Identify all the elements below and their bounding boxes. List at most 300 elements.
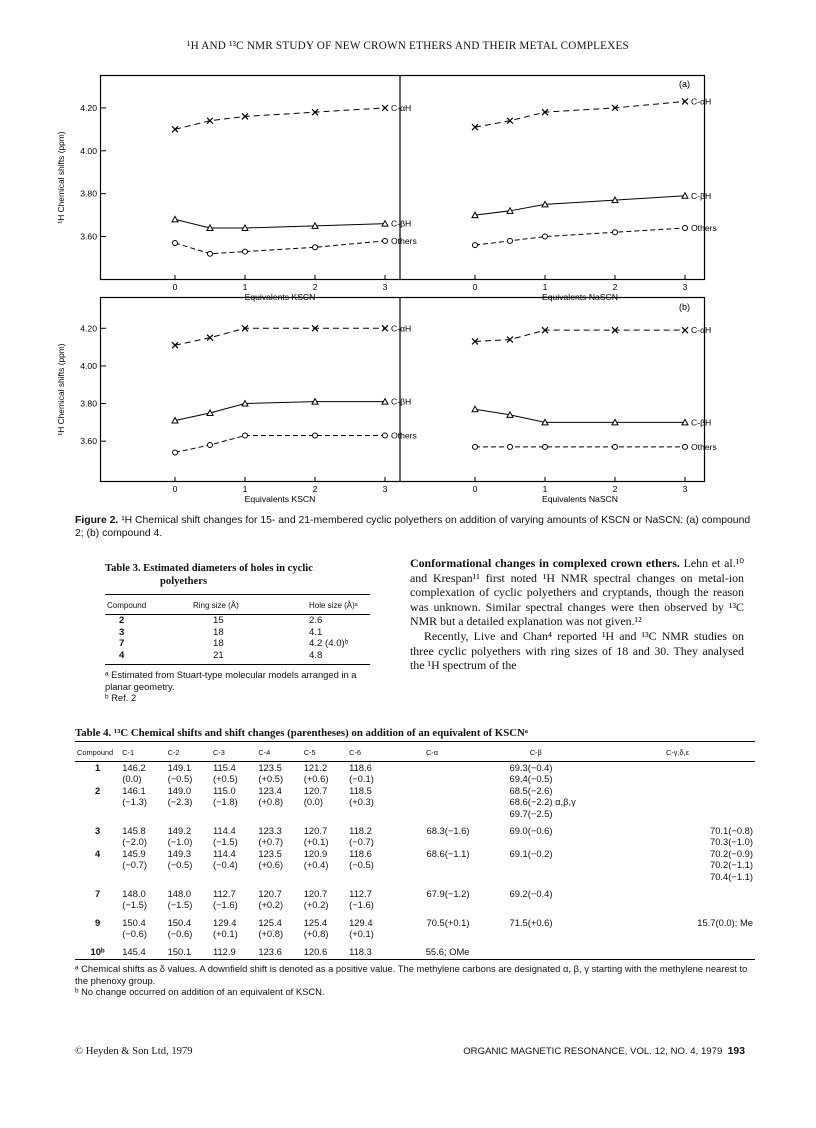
table-cell: (−0.1)	[349, 773, 374, 785]
y-tick-label: 3.80	[80, 398, 97, 409]
table-row	[75, 785, 755, 796]
x-tick-label: 3	[682, 282, 688, 292]
data-point-circle	[383, 433, 388, 438]
table-cell: (−0.7)	[349, 836, 374, 848]
table-cell	[256, 871, 301, 882]
table-cell: 71.5(+0.6)	[509, 916, 553, 928]
y-tick-label: 4.20	[80, 102, 97, 113]
x-axis-label: Equivalents KSCN	[244, 292, 316, 302]
table-4-header: Compound	[75, 742, 120, 762]
table-cell: (0.0)	[122, 773, 142, 785]
table-cell: 121.2	[303, 762, 328, 773]
compound-cell	[75, 773, 120, 784]
table-cell: 68.5(−2.6)	[509, 784, 553, 796]
table-cell: 149.1	[167, 762, 192, 773]
table-cell: 70.5(+0.1)	[426, 916, 470, 928]
table-cell	[472, 859, 600, 870]
table-cell: 69.3(−0.4)	[509, 762, 553, 773]
data-point-circle	[383, 238, 388, 243]
table-3-footnote-b: ᵇ Ref. 2	[105, 692, 137, 703]
series-label: C-βH	[691, 190, 712, 201]
table-cell: 114.4	[212, 825, 236, 837]
table-cell	[120, 808, 165, 819]
table-cell	[347, 808, 392, 819]
table-row	[75, 882, 755, 899]
table-cell: 125.4	[303, 916, 328, 928]
table-cell: 69.1(−0.2)	[509, 847, 553, 859]
table-cell	[472, 871, 600, 882]
table-cell: 68.3(−1.6)	[426, 825, 470, 837]
table-cell: (−0.6)	[122, 928, 147, 940]
table-cell: 70.4(−1.1)	[710, 870, 753, 882]
table-cell: 125.4	[258, 916, 282, 928]
table-cell: 69.7(−2.5)	[509, 807, 553, 819]
data-point-x	[682, 98, 688, 104]
panel-label-a: (a)	[679, 79, 690, 89]
panel-label-b: (b)	[679, 302, 690, 312]
table-row	[75, 859, 755, 870]
table-cell: (−0.7)	[122, 859, 147, 871]
table-cell: 150.1	[166, 940, 211, 960]
table-cell: 69.4(−0.5)	[509, 773, 553, 785]
table-cell: 18	[213, 626, 224, 638]
paragraph-1-text: Lehn et al.¹⁰ and Krespan¹¹ first noted ¹H NMR spectral changes on metal-ion complexation of cyclic polyethers and cryptands, though the reason was unknown. Similar spectral changes were then observed by ¹³C NMR but a detailed explanation was not given.¹²	[410, 556, 744, 629]
table-cell	[392, 808, 471, 819]
x-tick-label: 0	[472, 282, 478, 292]
table-cell: 149.2	[167, 825, 192, 837]
table-cell	[600, 796, 755, 807]
data-point-circle	[243, 433, 248, 438]
body-text	[410, 556, 744, 673]
table-cell	[600, 773, 755, 784]
table-cell: (+0.2)	[303, 899, 329, 911]
table-cell: 67.9(−1.2)	[426, 888, 470, 900]
series-line-2	[175, 436, 385, 453]
table-3-header: Ring size (Å)	[191, 595, 307, 615]
table-cell: 120.6	[302, 940, 347, 960]
table-cell: (+0.4)	[303, 859, 329, 871]
figure-caption-text: ¹H Chemical shift changes for 15- and 21-membered cyclic polyethers on addition of varying amounts of KSCN or NaSCN: (a) compound 2; (b) compound 4.	[75, 515, 751, 539]
table-row	[75, 796, 755, 807]
table-cell: 148.0	[167, 888, 192, 900]
table-cell: 4	[105, 650, 191, 665]
table-3-header: Hole size (Å)ᵃ	[307, 595, 370, 615]
table-cell: (+0.6)	[258, 859, 284, 871]
table-cell: 70.2(−1.1)	[710, 859, 753, 871]
table-cell: 118.6	[349, 847, 372, 859]
table-cell: (−0.5)	[349, 859, 374, 871]
series-label: C-βH	[391, 218, 412, 229]
table-4-header: C-2	[166, 742, 211, 762]
data-point-x	[382, 105, 388, 111]
series-label: C-βH	[691, 417, 712, 428]
table-row	[75, 836, 755, 847]
data-point-circle	[208, 442, 213, 447]
paragraph-1	[410, 556, 744, 629]
x-tick-label: 3	[682, 484, 688, 494]
series-line-0	[475, 101, 685, 127]
table-cell: 129.4	[212, 916, 237, 928]
table-cell: 118.3	[347, 940, 392, 960]
table-cell: 123.4	[258, 784, 282, 796]
table-cell	[256, 808, 301, 819]
y-tick-label: 4.00	[80, 145, 97, 156]
y-axis-label: ¹H Chemical shifts (ppm)	[56, 131, 66, 224]
x-axis-label: Equivalents NaSCN	[542, 292, 618, 302]
table-cell: 146.2	[122, 762, 146, 773]
x-tick-label: 1	[242, 484, 248, 494]
table-cell: 21	[191, 650, 307, 665]
table-cell: 69.2(−0.4)	[509, 888, 553, 900]
table-cell: 112.9	[211, 940, 256, 960]
series-line-1	[475, 409, 685, 422]
table-cell: 150.4	[122, 916, 146, 928]
table-cell	[392, 796, 471, 807]
table-cell: 120.7	[258, 888, 282, 900]
table-3	[105, 562, 370, 704]
table-cell: (+0.7)	[258, 836, 284, 848]
x-tick-label: 3	[382, 282, 388, 292]
data-point-circle	[543, 444, 548, 449]
table-3-title	[105, 562, 370, 588]
table-row	[75, 899, 755, 910]
table-cell: (+0.1)	[212, 928, 238, 940]
figure-caption-label: Figure 2.	[75, 515, 119, 526]
table-cell: (−1.0)	[167, 836, 193, 848]
x-tick-label: 1	[242, 282, 248, 292]
table-cell	[347, 871, 392, 882]
table-cell: 149.3	[167, 847, 192, 859]
table-cell: 120.7	[303, 825, 328, 837]
data-point-circle	[313, 433, 318, 438]
series-label: Others	[691, 441, 717, 452]
table-cell: 15	[213, 615, 224, 626]
table-row	[75, 819, 755, 836]
table-4-header: C-6	[347, 742, 392, 762]
compound-cell	[75, 871, 120, 882]
data-point-circle	[313, 245, 318, 250]
y-tick-label: 3.60	[80, 231, 97, 242]
table-row	[75, 848, 755, 859]
series-label: C-βH	[391, 396, 412, 407]
table-row	[75, 928, 755, 939]
table-cell: (−2.3)	[167, 796, 193, 808]
table-cell: 2	[119, 615, 125, 626]
compound-cell: 4	[94, 847, 101, 859]
table-row	[75, 911, 755, 928]
table-4-header: C-1	[120, 742, 165, 762]
paragraph-2: Recently, Live and Chan⁴ reported ¹H and ¹³C NMR studies on three cyclic polyethers with ring sizes of 18 and 30. They analysed the ¹H spectrum of the	[410, 628, 744, 673]
series-label: C-αH	[391, 323, 412, 334]
x-tick-label: 0	[472, 484, 478, 494]
table-cell	[600, 928, 755, 939]
table-cell: (−1.5)	[167, 899, 193, 911]
table-4-title: Table 4. ¹³C Chemical shifts and shift changes (parentheses) on addition of an equivalent of KSCNᵃ	[75, 727, 528, 739]
table-4-header: C-4	[256, 742, 301, 762]
table-cell: 115.0	[212, 784, 236, 796]
table-cell	[392, 773, 471, 784]
table-cell: (−1.6)	[212, 899, 238, 911]
footer-copyright: © Heyden & Son Ltd, 1979	[75, 1046, 193, 1057]
table-cell	[472, 899, 600, 910]
table-cell: 4.1	[309, 626, 323, 638]
table-cell	[392, 836, 471, 847]
table-cell: 112.7	[212, 888, 236, 900]
series-line-2	[175, 241, 385, 254]
compound-cell: 7	[94, 888, 101, 900]
table-cell: 123.3	[258, 825, 282, 837]
table-cell	[600, 899, 755, 910]
table-cell: (+0.8)	[258, 796, 284, 808]
table-cell: 150.4	[167, 916, 192, 928]
table-cell: 70.3(−1.0)	[710, 836, 753, 848]
table-row	[75, 762, 755, 774]
footer-journal	[430, 1046, 745, 1057]
table-cell: 115.4	[212, 762, 236, 773]
x-tick-label: 1	[542, 484, 548, 494]
table-cell: 15.7(0.0); Me	[697, 916, 753, 928]
table-cell: 123.6	[256, 940, 301, 960]
table-cell: (−1.3)	[122, 796, 147, 808]
y-axis-label: ¹H Chemical shifts (ppm)	[56, 343, 66, 436]
table-cell: 145.9	[122, 847, 146, 859]
table-cell: 146.1	[122, 784, 146, 796]
x-tick-label: 0	[172, 282, 178, 292]
table-cell	[166, 808, 211, 819]
table-cell	[600, 808, 755, 819]
table-cell: (−0.6)	[167, 928, 193, 940]
table-4	[75, 727, 755, 998]
x-tick-label: 0	[172, 484, 178, 494]
table-cell: (+0.6)	[303, 773, 329, 785]
table-4-grid	[75, 741, 755, 960]
table-cell: (−1.5)	[212, 836, 238, 848]
series-line-2	[475, 228, 685, 245]
data-point-circle	[613, 444, 618, 449]
table-cell: (+0.1)	[303, 836, 329, 848]
table-cell	[472, 836, 600, 847]
page-number: 193	[727, 1046, 745, 1057]
table-cell	[392, 785, 471, 796]
table-4-header: C-γ,δ,ε	[600, 742, 755, 762]
table-cell: 69.0(−0.6)	[509, 825, 553, 837]
x-axis-label: Equivalents KSCN	[244, 494, 316, 504]
data-point-circle	[473, 243, 478, 248]
y-tick-label: 4.00	[80, 360, 97, 371]
table-row	[75, 808, 755, 819]
table-cell: (−2.0)	[122, 836, 147, 848]
running-head: ¹H AND ¹³C NMR STUDY OF NEW CROWN ETHERS AND THEIR METAL COMPLEXES	[187, 40, 629, 52]
x-tick-label: 2	[312, 484, 318, 494]
data-point-triangle	[172, 216, 178, 222]
table-cell: 18	[213, 638, 224, 649]
data-point-circle	[173, 450, 178, 455]
data-point-circle	[613, 230, 618, 235]
table-cell	[392, 762, 471, 774]
data-point-circle	[243, 249, 248, 254]
table-cell: (+0.1)	[349, 928, 374, 940]
x-tick-label: 2	[312, 282, 318, 292]
table-cell: (+0.3)	[349, 796, 374, 808]
series-label: Others	[391, 430, 417, 441]
compound-cell	[75, 808, 120, 819]
table-4-header: C-α	[392, 742, 471, 762]
table-3-header: Compound	[105, 595, 191, 615]
table-cell: (−0.5)	[167, 859, 193, 871]
table-row	[105, 650, 370, 665]
data-point-circle	[508, 238, 513, 243]
data-point-circle	[173, 240, 178, 245]
table-row	[75, 773, 755, 784]
table-cell: (−1.8)	[212, 796, 238, 808]
series-line-1	[175, 402, 385, 421]
data-point-circle	[508, 444, 513, 449]
table-cell	[472, 928, 600, 939]
table-cell: 55.6; OMe	[392, 940, 471, 960]
compound-cell: 1	[94, 762, 101, 773]
y-tick-label: 3.80	[80, 188, 97, 199]
table-4-header: C-β	[472, 742, 600, 762]
table-cell: 120.7	[303, 888, 328, 900]
table-3-title-line2: polyethers	[160, 576, 208, 587]
table-cell	[600, 882, 755, 899]
series-line-0	[175, 328, 385, 345]
compound-cell: 2	[94, 784, 101, 796]
table-cell: 149.0	[167, 784, 192, 796]
table-cell	[600, 762, 755, 774]
table-cell: 118.6	[349, 762, 372, 773]
table-row	[75, 940, 755, 960]
data-point-circle	[543, 234, 548, 239]
table-cell: 70.1(−0.8)	[710, 825, 753, 837]
table-cell	[392, 928, 471, 939]
table-4-header: C-5	[302, 742, 347, 762]
series-line-1	[175, 219, 385, 228]
table-cell: (+0.2)	[258, 899, 284, 911]
table-cell: 4.8	[307, 650, 370, 665]
data-point-circle	[683, 225, 688, 230]
table-cell: (+0.8)	[303, 928, 329, 940]
data-point-triangle	[472, 406, 478, 412]
y-tick-label: 3.60	[80, 436, 97, 447]
table-row	[105, 638, 370, 650]
table-cell	[120, 871, 165, 882]
table-cell: 118.5	[349, 784, 372, 796]
table-cell: (0.0)	[303, 796, 323, 808]
table-row	[105, 627, 370, 639]
figure-2	[56, 72, 717, 512]
table-cell: 68.6(−2.2) α,β,γ	[509, 796, 576, 808]
table-4-footnote-b: ᵇ No change occurred on addition of an equivalent of KSCN.	[75, 986, 325, 998]
data-point-x	[682, 327, 688, 333]
table-3-title-line1: Table 3. Estimated diameters of holes in cyclic	[105, 563, 313, 574]
compound-cell	[75, 928, 120, 939]
series-label: C-αH	[391, 102, 412, 113]
compound-cell	[75, 899, 120, 910]
table-cell	[392, 859, 471, 870]
x-tick-label: 1	[542, 282, 548, 292]
table-cell: 145.4	[120, 940, 165, 960]
table-cell: 145.8	[122, 825, 146, 837]
series-label: C-αH	[691, 96, 712, 107]
table-cell	[166, 871, 211, 882]
table-cell: 70.2(−0.9)	[710, 847, 753, 859]
series-label: Others	[691, 222, 717, 233]
figure-caption	[75, 514, 755, 540]
table-cell	[472, 940, 600, 960]
table-cell: 112.7	[349, 888, 372, 900]
compound-cell	[75, 836, 120, 847]
x-tick-label: 3	[382, 484, 388, 494]
table-cell: 118.2	[349, 825, 372, 837]
table-cell: 7	[119, 638, 125, 649]
series-line-0	[475, 330, 685, 341]
data-point-circle	[473, 444, 478, 449]
table-cell: 120.7	[303, 784, 328, 796]
table-cell	[302, 808, 347, 819]
footer-journal-text: ORGANIC MAGNETIC RESONANCE, VOL. 12, NO. 4, 1979	[463, 1046, 723, 1057]
compound-cell: 9	[94, 916, 101, 928]
x-tick-label: 2	[612, 484, 618, 494]
table-cell	[392, 899, 471, 910]
table-cell: 129.4	[349, 916, 373, 928]
table-row	[75, 871, 755, 882]
table-3-grid	[105, 594, 370, 665]
compound-cell	[75, 796, 120, 807]
table-cell: 3	[119, 626, 125, 638]
table-cell: (−1.5)	[122, 899, 147, 911]
data-point-x	[382, 325, 388, 331]
data-point-circle	[683, 444, 688, 449]
table-cell	[211, 871, 256, 882]
series-line-1	[475, 196, 685, 215]
x-tick-label: 2	[612, 282, 618, 292]
table-4-footnote-a: ᵃ Chemical shifts as δ values. A downfield shift is denoted as a positive value. The methylene carbons are designated α, β, γ starting with the methylene nearest to the phenoxy group.	[75, 963, 748, 986]
table-cell: (−0.5)	[167, 773, 193, 785]
table-cell	[302, 871, 347, 882]
table-cell	[211, 808, 256, 819]
x-axis-label: Equivalents NaSCN	[542, 494, 618, 504]
table-cell: 123.5	[258, 762, 282, 773]
table-cell: 148.0	[122, 888, 146, 900]
table-row	[105, 615, 370, 627]
compound-cell: 10ᵇ	[75, 940, 120, 960]
table-3-footnote-a: ᵃ Estimated from Stuart-type molecular models arranged in a planar geometry.	[105, 669, 357, 692]
table-cell: (+0.5)	[258, 773, 284, 785]
table-cell	[392, 871, 471, 882]
data-point-circle	[208, 251, 213, 256]
compound-cell: 3	[94, 825, 101, 837]
table-cell: 68.6(−1.1)	[426, 847, 470, 859]
table-cell: 2.6	[309, 615, 323, 626]
table-cell	[600, 785, 755, 796]
series-label: C-αH	[691, 325, 712, 336]
series-label: Others	[391, 235, 417, 246]
table-cell: (+0.5)	[212, 773, 238, 785]
section-heading: Conformational changes in complexed crown ethers.	[410, 556, 680, 570]
table-cell: (+0.8)	[258, 928, 284, 940]
table-cell: (−0.4)	[212, 859, 238, 871]
compound-cell	[75, 859, 120, 870]
table-cell: 114.4	[212, 847, 236, 859]
table-cell: 4.2 (4.0)ᵇ	[309, 638, 349, 649]
table-cell: 123.5	[258, 847, 282, 859]
table-cell	[600, 940, 755, 960]
table-cell: 120.9	[303, 847, 328, 859]
y-tick-label: 4.20	[80, 323, 97, 334]
table-4-header: C-3	[211, 742, 256, 762]
table-cell: (−1.6)	[349, 899, 374, 911]
